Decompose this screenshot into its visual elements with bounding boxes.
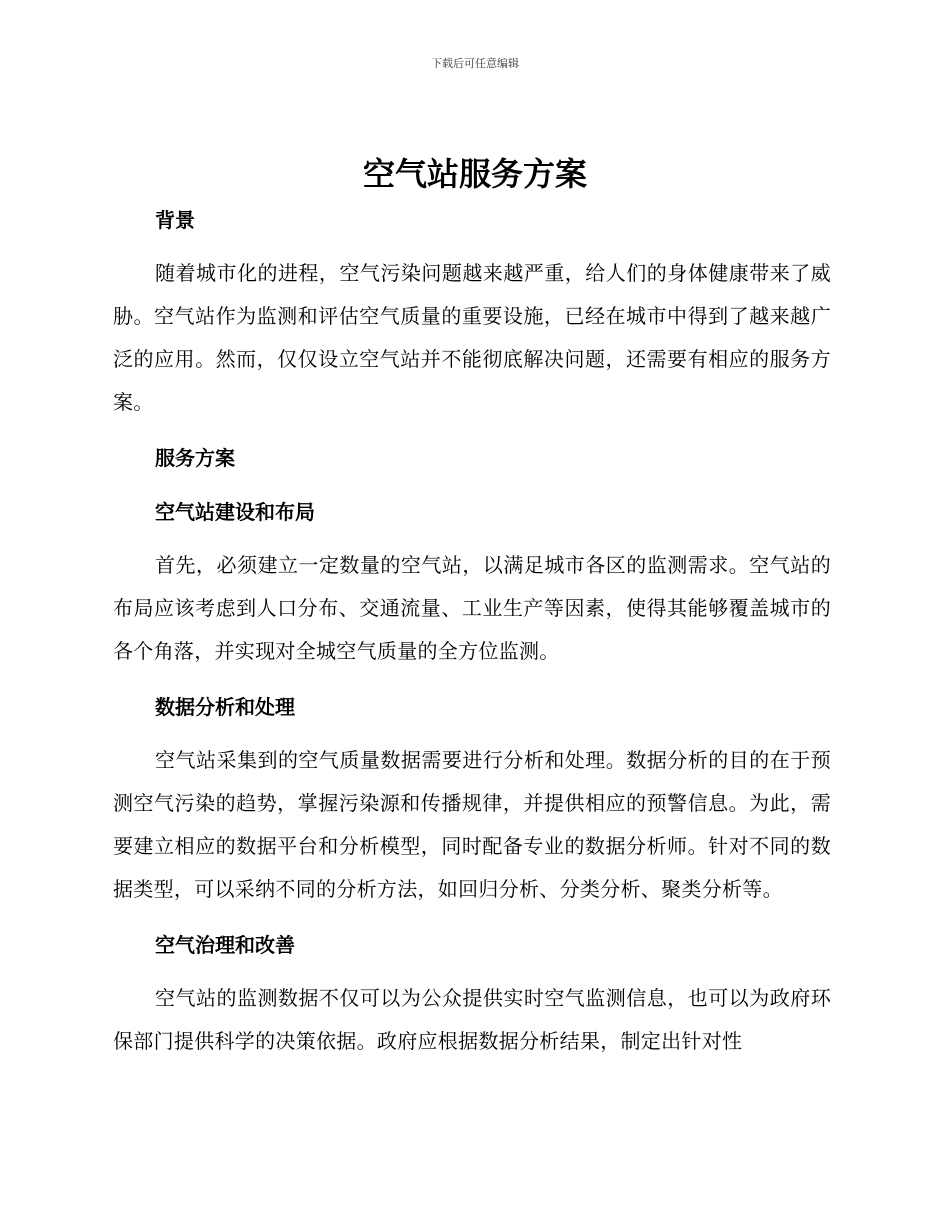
paragraph-construction: 首先，必须建立一定数量的空气站，以满足城市各区的监测需求。空气站的布局应该考虑到人口分布、交通流量、工业生产等因素，使得其能够覆盖城市的各个角落，并实现对全城空气质量的全方位监测。: [113, 553, 831, 663]
heading-background: 背景: [155, 208, 195, 232]
spacer: [113, 727, 831, 739]
heading-construction: 空气站建设和布局: [155, 500, 315, 524]
spacer: [113, 965, 831, 977]
spacer: [113, 240, 831, 252]
spacer: [113, 911, 831, 925]
heading-service-plan: 服务方案: [155, 446, 235, 470]
spacer: [113, 532, 831, 544]
spacer: [113, 478, 831, 492]
heading-governance: 空气治理和改善: [155, 933, 295, 957]
paragraph-governance: 空气站的监测数据不仅可以为公众提供实时空气监测信息，也可以为政府环保部门提供科学的决策依据。政府应根据数据分析结果，制定出针对性: [113, 986, 831, 1053]
paragraph-background: 随着城市化的进程，空气污染问题越来越严重，给人们的身体健康带来了威胁。空气站作为监测和评估空气质量的重要设施，已经在城市中得到了越来越广泛的应用。然而，仅仅设立空气站并不能彻底解决问题，还需要有相应的服务方案。: [113, 261, 831, 414]
spacer: [113, 424, 831, 438]
heading-data-analysis: 数据分析和处理: [155, 695, 295, 719]
document-body: [113, 200, 831, 1063]
header-note: 下载后可任意编辑: [431, 57, 519, 70]
spacer: [113, 673, 831, 687]
document-title: 空气站服务方案: [362, 155, 587, 193]
paragraph-data-analysis: 空气站采集到的空气质量数据需要进行分析和处理。数据分析的目的在于预测空气污染的趋势，掌握污染源和传播规律，并提供相应的预警信息。为此，需要建立相应的数据平台和分析模型，同时配备专业的数据分析师。针对不同的数据类型，可以采纳不同的分析方法，如回归分析、分类分析、聚类分析等。: [113, 748, 831, 901]
